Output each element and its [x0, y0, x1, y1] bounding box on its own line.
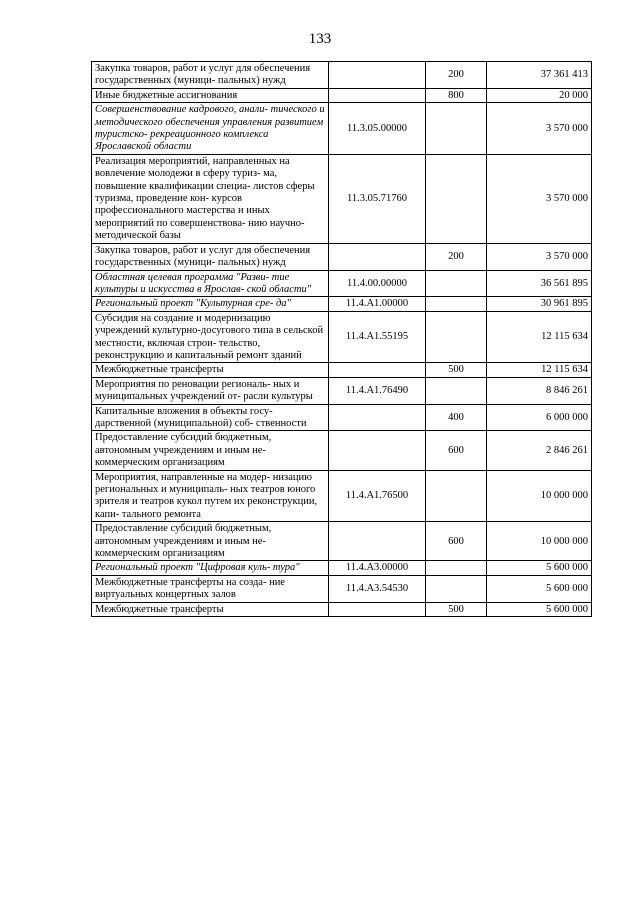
row-expense-type: 600 — [426, 431, 487, 470]
row-name: Предоставление субсидий бюджетным, автономным учреждениям и иным не- коммерческим организациям — [92, 431, 329, 470]
row-name: Иные бюджетные ассигнования — [92, 88, 329, 102]
row-code — [329, 522, 426, 561]
table-row — [92, 297, 592, 311]
table-row — [92, 377, 592, 404]
row-code: 11.4.А1.76490 — [329, 377, 426, 404]
row-sum: 3 570 000 — [487, 243, 592, 270]
row-sum: 5 600 000 — [487, 602, 592, 616]
row-name: Мероприятия, направленные на модер- низацию региональных и муниципаль- ных театров юного зрителя и театров кукол путем их реконструкции, капи- тального ремонта — [92, 470, 329, 522]
table-row — [92, 602, 592, 616]
row-expense-type: 200 — [426, 62, 487, 89]
row-code: 11.3.05.71760 — [329, 154, 426, 243]
row-sum: 10 000 000 — [487, 470, 592, 522]
row-code: 11.4.А1.76500 — [329, 470, 426, 522]
row-name: Совершенствование кадрового, анали- тического и методического обеспечения управления развитием туристско- рекреационного комплекса Ярославской области — [92, 103, 329, 155]
table-row — [92, 470, 592, 522]
row-expense-type — [426, 470, 487, 522]
row-code — [329, 62, 426, 89]
page-number: 133 — [308, 31, 332, 47]
row-name: Областная целевая программа "Разви- тие культуры и искусства в Ярослав- ской области" — [92, 270, 329, 297]
row-expense-type: 800 — [426, 88, 487, 102]
row-sum: 37 361 413 — [487, 62, 592, 89]
row-expense-type — [426, 297, 487, 311]
row-expense-type — [426, 377, 487, 404]
row-code — [329, 363, 426, 377]
table-row — [92, 431, 592, 470]
row-sum: 6 000 000 — [487, 404, 592, 431]
row-sum: 12 115 634 — [487, 311, 592, 363]
row-name: Субсидия на создание и модернизацию учреждений культурно-досугового типа в сельской местности, включая строи- тельство, реконструкцию и капитальный ремонт зданий — [92, 311, 329, 363]
row-sum: 3 570 000 — [487, 154, 592, 243]
row-sum: 36 561 895 — [487, 270, 592, 297]
row-expense-type: 500 — [426, 363, 487, 377]
table-row — [92, 270, 592, 297]
row-sum: 30 961 895 — [487, 297, 592, 311]
row-expense-type: 600 — [426, 522, 487, 561]
row-code: 11.4.А1.00000 — [329, 297, 426, 311]
row-name: Мероприятия по реновации региональ- ных и муниципальных учреждений от- расли культуры — [92, 377, 329, 404]
row-name: Межбюджетные трансферты на созда- ние виртуальных концертных залов — [92, 575, 329, 602]
row-name: Закупка товаров, работ и услуг для обеспечения государственных (муници- пальных) нужд — [92, 243, 329, 270]
row-expense-type — [426, 311, 487, 363]
row-expense-type: 500 — [426, 602, 487, 616]
row-code: 11.4.А1.55195 — [329, 311, 426, 363]
row-expense-type — [426, 103, 487, 155]
row-code — [329, 431, 426, 470]
table-row — [92, 243, 592, 270]
table-row — [92, 561, 592, 575]
row-expense-type — [426, 561, 487, 575]
table-row — [92, 363, 592, 377]
row-sum: 5 600 000 — [487, 575, 592, 602]
row-sum: 10 000 000 — [487, 522, 592, 561]
table-row — [92, 311, 592, 363]
row-code — [329, 602, 426, 616]
table-row — [92, 103, 592, 155]
row-expense-type — [426, 270, 487, 297]
row-code — [329, 88, 426, 102]
row-expense-type — [426, 575, 487, 602]
row-name: Межбюджетные трансферты — [92, 363, 329, 377]
row-expense-type — [426, 154, 487, 243]
row-name: Региональный проект "Цифровая куль- тура" — [92, 561, 329, 575]
budget-table-body — [92, 62, 592, 617]
table-row — [92, 62, 592, 89]
row-expense-type: 400 — [426, 404, 487, 431]
row-code: 11.3.05.00000 — [329, 103, 426, 155]
row-code: 11.4.А3.54530 — [329, 575, 426, 602]
row-code: 11.4.00.00000 — [329, 270, 426, 297]
table-row — [92, 154, 592, 243]
row-sum: 5 600 000 — [487, 561, 592, 575]
row-expense-type: 200 — [426, 243, 487, 270]
row-name: Капитальные вложения в объекты госу- дарственной (муниципальной) соб- ственности — [92, 404, 329, 431]
row-sum: 20 000 — [487, 88, 592, 102]
row-sum: 12 115 634 — [487, 363, 592, 377]
row-code — [329, 404, 426, 431]
table-row — [92, 88, 592, 102]
row-code: 11.4.А3.00000 — [329, 561, 426, 575]
row-sum: 8 846 261 — [487, 377, 592, 404]
row-name: Закупка товаров, работ и услуг для обеспечения государственных (муници- пальных) нужд — [92, 62, 329, 89]
row-name: Межбюджетные трансферты — [92, 602, 329, 616]
table-row — [92, 575, 592, 602]
table-row — [92, 522, 592, 561]
row-code — [329, 243, 426, 270]
table-row — [92, 404, 592, 431]
row-name: Региональный проект "Культурная сре- да" — [92, 297, 329, 311]
row-sum: 2 846 261 — [487, 431, 592, 470]
budget-table — [91, 61, 592, 617]
row-name: Реализация мероприятий, направленных на вовлечение молодежи в сферу туриз- ма, повышение квалификации специа- листов сферы туризма, проведение кон- курсов профессионального мастерства и иных мероприятий по совершенствова- нию научно-методической базы — [92, 154, 329, 243]
row-name: Предоставление субсидий бюджетным, автономным учреждениям и иным не- коммерческим организациям — [92, 522, 329, 561]
row-sum: 3 570 000 — [487, 103, 592, 155]
